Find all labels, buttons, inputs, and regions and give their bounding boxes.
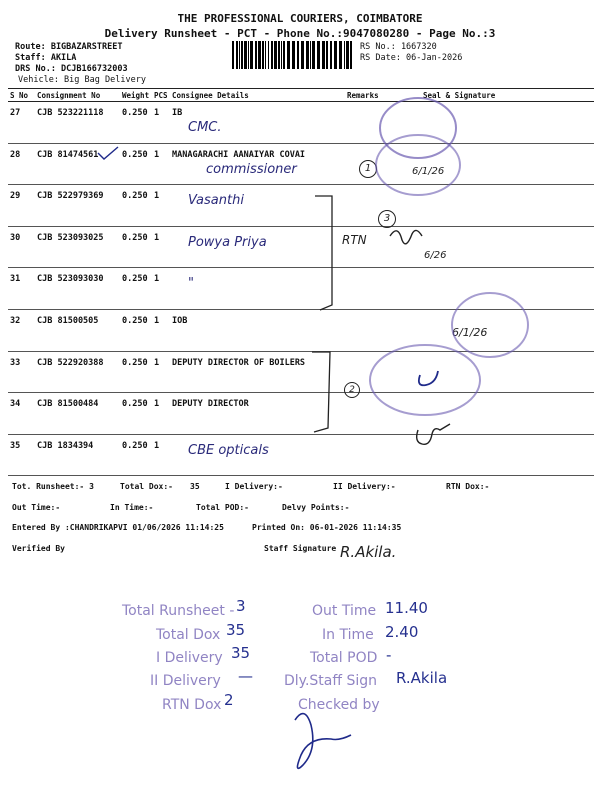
sum-i-delivery-label: I Delivery xyxy=(156,650,223,666)
row-sno-text: 35 xyxy=(10,440,21,451)
row-consignment-no xyxy=(35,143,120,185)
row-sno xyxy=(8,393,35,435)
staff-signature-label: Staff Signature xyxy=(264,544,337,553)
row-consignee xyxy=(170,102,345,144)
sum-out-time-value: 11.40 xyxy=(385,599,428,617)
row-weight xyxy=(120,309,152,351)
row-consignment-no xyxy=(35,268,120,310)
row-remarks xyxy=(345,102,399,144)
sum-dly-staff-sign-value: R.Akila xyxy=(396,669,448,687)
verified-by-label: Verified By xyxy=(12,544,65,553)
row-handwritten-name: Vasanthi xyxy=(188,193,244,209)
row-seal-signature xyxy=(399,268,594,310)
row-consignment-no xyxy=(35,185,120,227)
row-seal-signature xyxy=(399,434,594,476)
sum-in-time-label: In Time xyxy=(322,627,374,643)
row-weight-text: 0.250 xyxy=(122,191,148,202)
total-dox-label: Total Dox:- xyxy=(120,482,173,491)
row-consignee-text: IB xyxy=(172,108,183,118)
row-consignee xyxy=(170,143,345,185)
row-seal-signature xyxy=(399,185,594,227)
row-seal-signature xyxy=(399,309,594,351)
row-remarks xyxy=(345,434,399,476)
row-sno-text: 27 xyxy=(10,108,21,118)
total-dox-value: 35 xyxy=(190,482,200,491)
row-pcs-text: 1 xyxy=(154,399,160,410)
row-remarks xyxy=(345,268,399,310)
runsheet-subtitle: Delivery Runsheet - PCT - Phone No.:9047080280 - Page No.:3 xyxy=(104,27,496,40)
row-consignment-no-text: CJB 81500505 xyxy=(37,315,99,326)
row-handwritten-name: CBE opticals xyxy=(188,442,269,458)
row-weight xyxy=(120,393,152,435)
row-consignee-text xyxy=(172,268,343,274)
row-pcs-text: 1 xyxy=(154,440,160,451)
tot-runsheet: Tot. Runsheet:- 3 xyxy=(12,482,94,491)
company-title: THE PROFESSIONAL COURIERS, COIMBATORE xyxy=(177,12,423,25)
table-row xyxy=(8,226,594,268)
row-sno-text: 31 xyxy=(10,274,21,285)
row-consignment-no-text: CJB 523093025 xyxy=(37,232,104,243)
row-consignment-no xyxy=(35,393,120,435)
row-pcs xyxy=(152,185,170,227)
sum-total-dox-label: Total Dox xyxy=(156,627,221,643)
entered-by: Entered By :CHANDRIKAPVI 01/06/2026 11:14:25 xyxy=(12,523,224,532)
row-pcs-text: 1 xyxy=(154,274,160,285)
rtn-dox-label: RTN Dox:- xyxy=(446,482,490,491)
rtn-mark: RTN xyxy=(342,233,367,247)
row-pcs xyxy=(152,268,170,310)
row-sno xyxy=(8,309,35,351)
date-mark-2: 6/26 xyxy=(424,250,447,261)
table-row xyxy=(8,185,594,227)
row-consignment-no-text: CJB 1834394 xyxy=(37,440,94,451)
route-label: Route: BIGBAZARSTREET xyxy=(15,42,123,52)
row-sno xyxy=(8,434,35,476)
row-consignee xyxy=(170,351,345,393)
row-consignee-text: IOB xyxy=(172,315,188,326)
rs-number: RS No.: 1667320 xyxy=(360,42,437,52)
row-pcs xyxy=(152,393,170,435)
rs-date: RS Date: 06-Jan-2026 xyxy=(360,53,463,63)
row-sno-text: 29 xyxy=(10,191,21,202)
row-pcs xyxy=(152,102,170,144)
row-pcs-text: 1 xyxy=(154,149,160,160)
circle-mark-3: 3 xyxy=(378,210,396,228)
table-row xyxy=(8,393,594,435)
table-row xyxy=(8,434,594,476)
row-consignment-no xyxy=(35,226,120,268)
row-pcs-text: 1 xyxy=(154,357,160,368)
row-seal-signature xyxy=(399,393,594,435)
row-consignee xyxy=(170,185,345,227)
row-sno-text: 28 xyxy=(10,149,21,160)
barcode-image xyxy=(232,41,356,69)
row-handwritten-name: " xyxy=(188,276,194,292)
row-seal-signature xyxy=(399,226,594,268)
col-seal: Seal & Signature xyxy=(399,89,594,102)
row-weight xyxy=(120,143,152,185)
row-consignee-text: MANAGARACHI AANAIYAR COVAI xyxy=(172,149,306,160)
row-weight-text: 0.250 xyxy=(122,149,148,160)
row-weight-text: 0.250 xyxy=(122,440,148,451)
row-sno-text: 33 xyxy=(10,357,21,368)
col-sno: S No xyxy=(8,89,35,102)
row-weight xyxy=(120,434,152,476)
staff-label: Staff: AKILA xyxy=(15,53,77,63)
row-consignee-text: DEPUTY DIRECTOR OF BOILERS xyxy=(172,357,306,368)
row-pcs-text: 1 xyxy=(154,108,160,118)
row-pcs xyxy=(152,143,170,185)
row-consignee xyxy=(170,268,345,310)
sum-checked-by-label: Checked by xyxy=(298,697,380,713)
ii-delivery-label: II Delivery:- xyxy=(333,482,396,491)
table-row xyxy=(8,309,594,351)
row-weight-text: 0.250 xyxy=(122,274,148,285)
sum-dly-staff-sign-label: Dly.Staff Sign xyxy=(284,673,377,689)
sum-total-runsheet-label: Total Runsheet - xyxy=(122,603,235,619)
row-consignee-text xyxy=(172,227,343,233)
delvy-points-label: Delvy Points:- xyxy=(282,503,350,512)
row-sno xyxy=(8,185,35,227)
row-weight-text: 0.250 xyxy=(122,357,148,368)
in-time-label: In Time:- xyxy=(110,503,154,512)
sum-total-pod-label: Total POD xyxy=(310,650,378,666)
col-consignee: Consignee Details xyxy=(170,89,345,102)
out-time-label: Out Time:- xyxy=(12,503,61,512)
row-consignee-text xyxy=(172,435,343,441)
row-consignment-no xyxy=(35,434,120,476)
row-consignment-no-text: CJB 523221118 xyxy=(37,108,104,118)
sum-total-runsheet-value: 3 xyxy=(236,597,246,615)
row-weight xyxy=(120,268,152,310)
sum-ii-delivery-value: — xyxy=(238,667,253,685)
row-pcs-text: 1 xyxy=(154,315,160,326)
sum-in-time-value: 2.40 xyxy=(385,623,419,641)
row-weight-text: 0.250 xyxy=(122,315,148,326)
row-sno xyxy=(8,143,35,185)
row-consignment-no-text: CJB 523093030 xyxy=(37,274,104,285)
row-remarks xyxy=(345,309,399,351)
row-seal-signature xyxy=(399,102,594,144)
row-pcs xyxy=(152,434,170,476)
row-weight xyxy=(120,185,152,227)
row-weight-text: 0.250 xyxy=(122,399,148,410)
row-consignee xyxy=(170,309,345,351)
col-remarks: Remarks xyxy=(345,89,399,102)
row-weight xyxy=(120,102,152,144)
row-consignment-no xyxy=(35,309,120,351)
row-handwritten-name: CMC. xyxy=(188,120,222,135)
row-consignment-no xyxy=(35,351,120,393)
sum-rtn-dox-label: RTN Dox xyxy=(162,697,222,713)
i-delivery-label: I Delivery:- xyxy=(225,482,283,491)
table-row xyxy=(8,102,594,144)
row-weight-text: 0.250 xyxy=(122,108,148,118)
col-weight: Weight xyxy=(120,89,152,102)
row-sno-text: 34 xyxy=(10,399,21,410)
row-remarks xyxy=(345,393,399,435)
sum-ii-delivery-label: II Delivery xyxy=(150,673,221,689)
circle-mark-1: 1 xyxy=(359,160,377,178)
row-consignment-no-text: CJB 522979369 xyxy=(37,191,104,202)
printed-on: Printed On: 06-01-2026 11:14:35 xyxy=(252,523,402,532)
row-pcs-text: 1 xyxy=(154,191,160,202)
sum-out-time-label: Out Time xyxy=(312,603,377,619)
row-sno-text: 30 xyxy=(10,232,21,243)
row-consignee xyxy=(170,393,345,435)
row-consignee-text: DEPUTY DIRECTOR xyxy=(172,399,249,410)
row-weight-text: 0.250 xyxy=(122,232,148,243)
row-consignment-no xyxy=(35,102,120,144)
row-sno xyxy=(8,351,35,393)
row-sno-text: 32 xyxy=(10,315,21,326)
col-consignment: Consignment No xyxy=(35,89,120,102)
row-consignment-no-text: CJB 81474561 xyxy=(37,149,99,160)
sum-total-pod-value: - xyxy=(386,646,392,664)
drs-label: DRS No.: DCJB166732003 xyxy=(15,64,128,74)
table-row xyxy=(8,268,594,310)
row-sno xyxy=(8,226,35,268)
row-consignment-no-text: CJB 522920388 xyxy=(37,357,104,368)
staff-signature-hand: R.Akila. xyxy=(340,543,397,561)
date-mark-3: 6/1/26 xyxy=(452,326,488,339)
circle-mark-2: 2 xyxy=(344,382,360,398)
sum-i-delivery-value: 35 xyxy=(231,644,251,662)
table-row xyxy=(8,143,594,185)
table-header-row xyxy=(8,89,594,102)
row-consignee xyxy=(170,434,345,476)
sum-rtn-dox-value: 2 xyxy=(224,691,234,709)
vehicle-label: Vehicle: Big Bag Delivery xyxy=(18,75,146,85)
row-pcs-text: 1 xyxy=(154,232,160,243)
table-row xyxy=(8,351,594,393)
row-pcs xyxy=(152,309,170,351)
sum-total-dox-value: 35 xyxy=(226,621,246,639)
row-consignee xyxy=(170,226,345,268)
row-sno xyxy=(8,102,35,144)
date-mark-1: 6/1/26 xyxy=(412,166,445,177)
row-seal-signature xyxy=(399,143,594,185)
total-pod-label: Total POD:- xyxy=(196,503,249,512)
runsheet-table xyxy=(8,88,594,476)
row-weight xyxy=(120,351,152,393)
row-handwritten-name: Powya Priya xyxy=(188,234,267,250)
row-handwritten-name: commissioner xyxy=(206,161,297,177)
row-seal-signature xyxy=(399,351,594,393)
row-weight xyxy=(120,226,152,268)
col-pcs: PCS xyxy=(152,89,170,102)
row-pcs xyxy=(152,226,170,268)
row-consignee-text xyxy=(172,185,343,191)
row-sno xyxy=(8,268,35,310)
row-consignment-no-text: CJB 81500484 xyxy=(37,399,99,410)
row-pcs xyxy=(152,351,170,393)
